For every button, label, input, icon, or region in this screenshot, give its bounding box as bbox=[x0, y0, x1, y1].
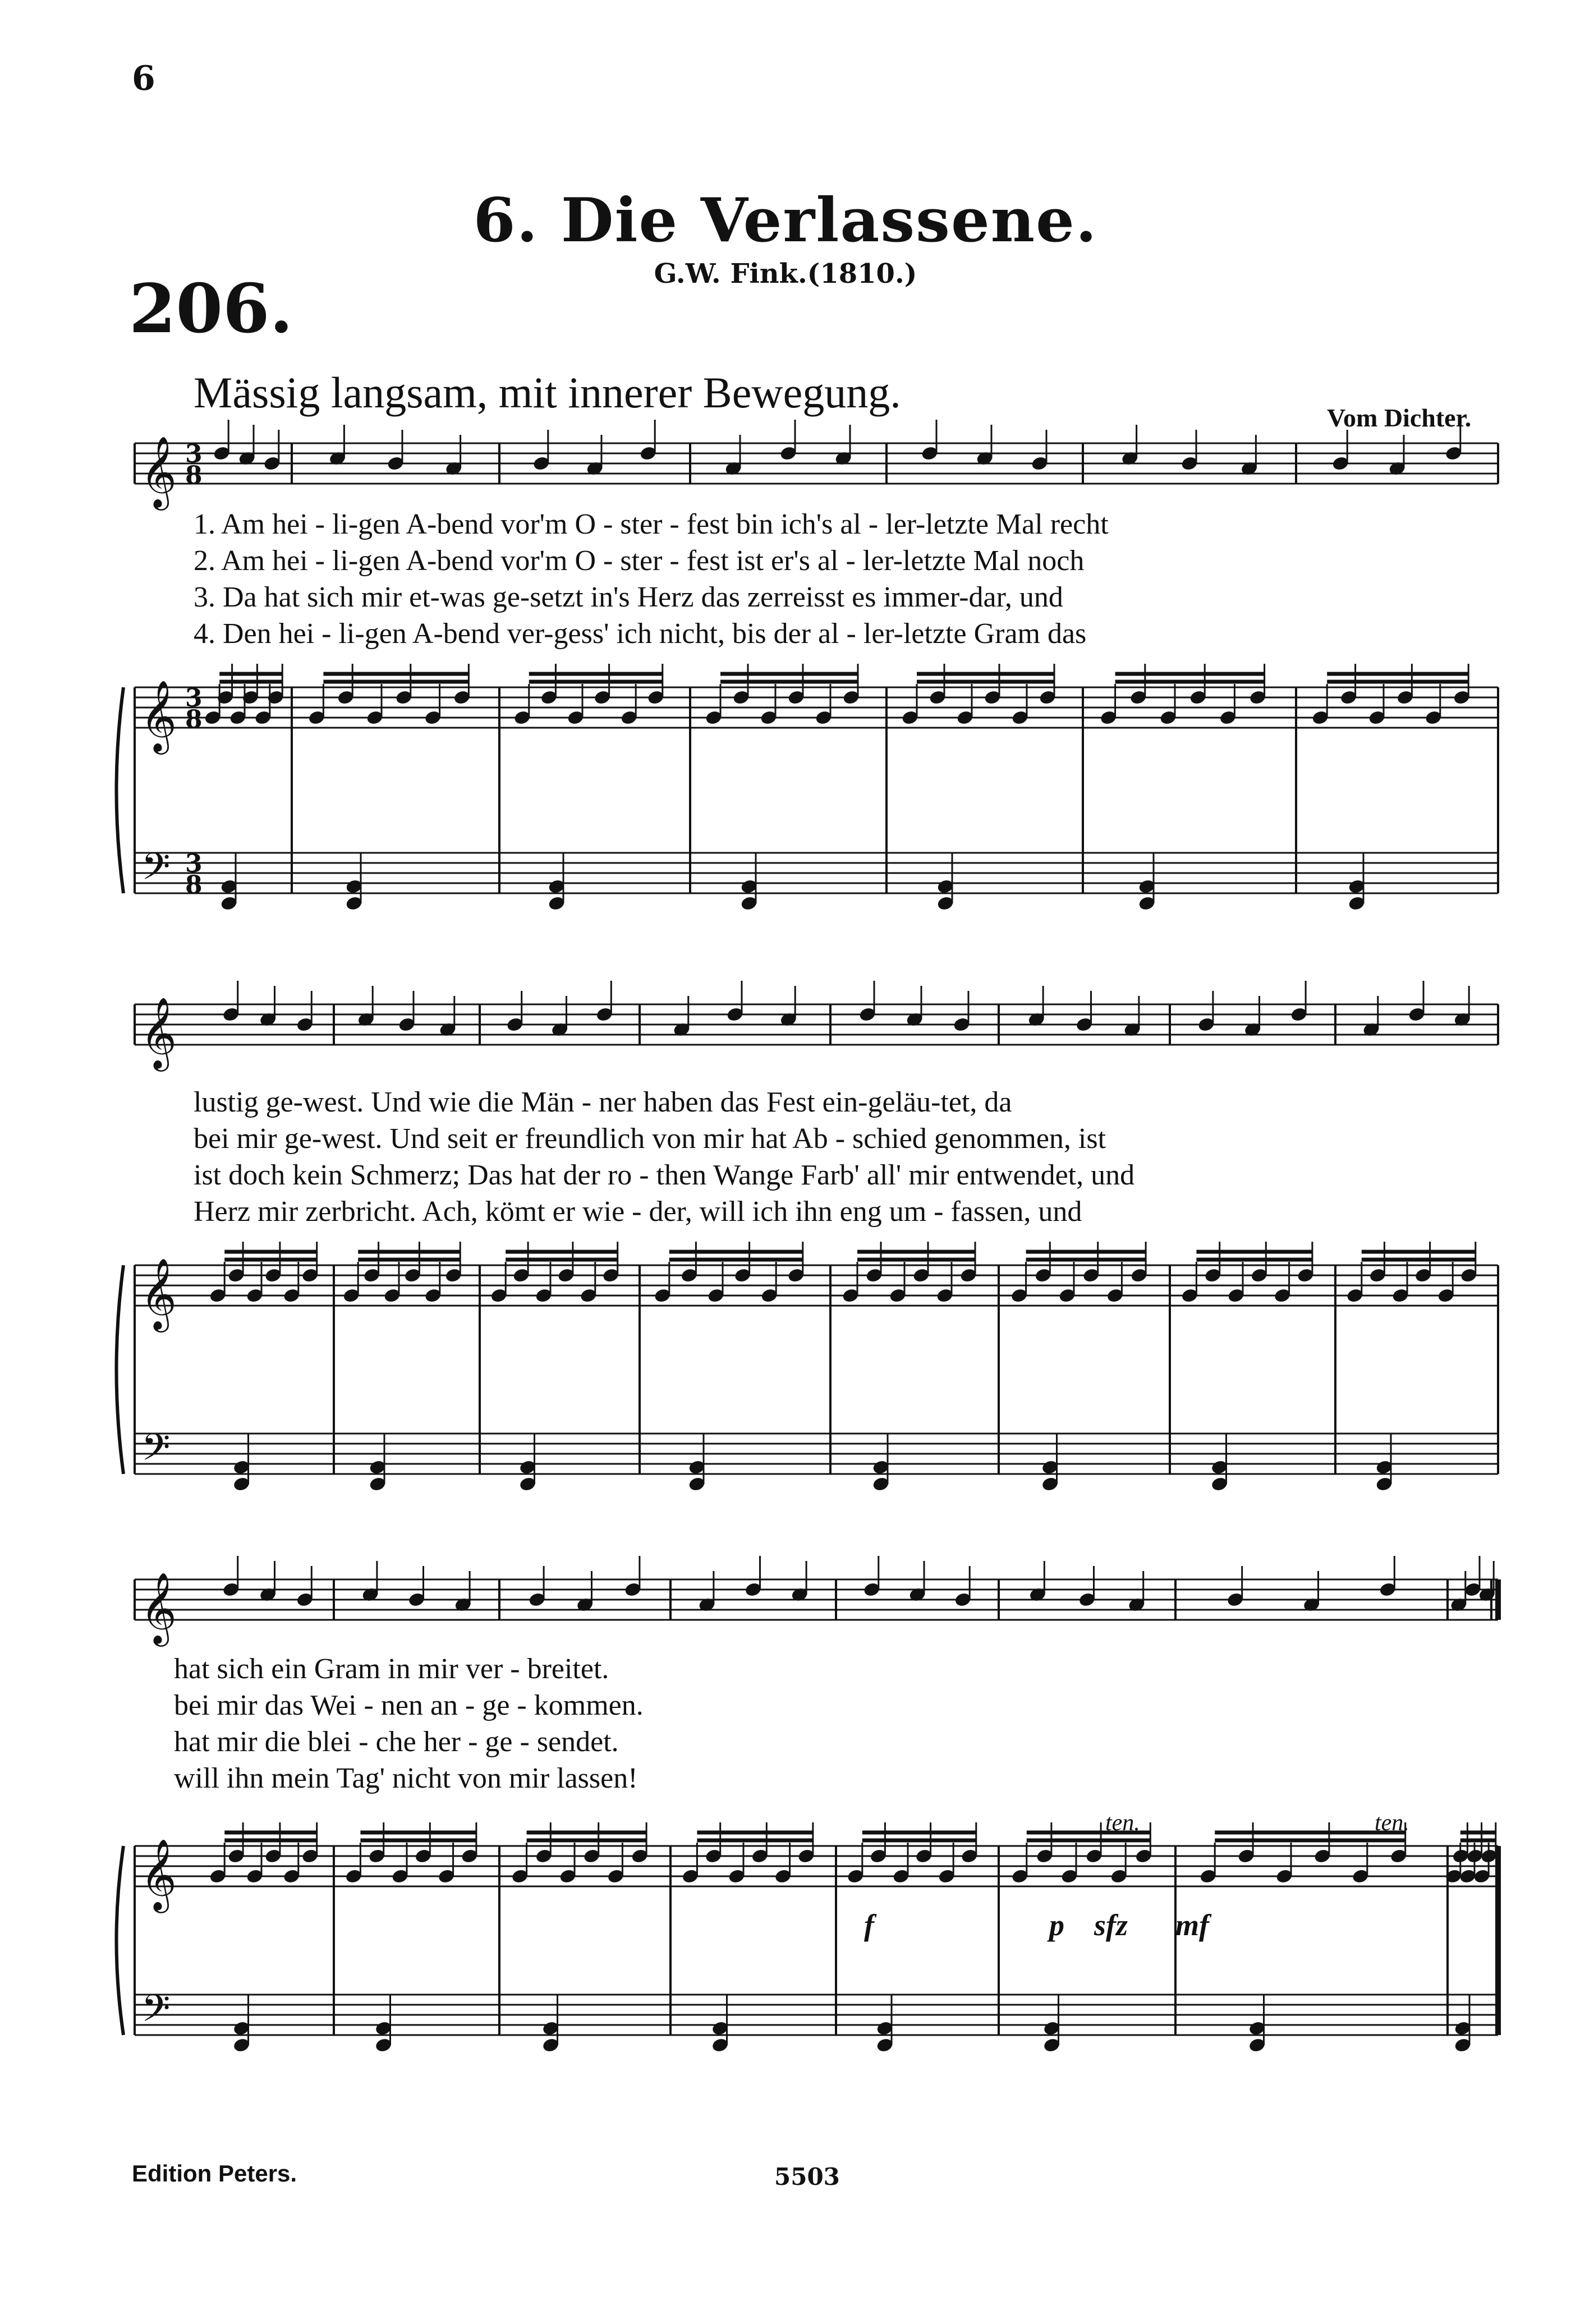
system2-verse3: ist doch kein Schmerz; Das hat der ro - then Wange Farb' all' mir entwendet, und bbox=[194, 1159, 1135, 1191]
system3-verse2: bei mir das Wei - nen an - ge - kommen. bbox=[174, 1689, 644, 1721]
page-number: 6 bbox=[132, 59, 155, 98]
dynamic-mf: mf bbox=[1175, 1908, 1209, 1942]
treble-clef: 𝄞 bbox=[140, 1257, 177, 1329]
time-signature-top: 3 bbox=[185, 440, 203, 469]
system1-verse2: 2. Am hei - li-gen A-bend vor'm O - ster - fest ist er's al - ler-letzte Mal noch bbox=[194, 545, 1085, 577]
time-signature-top: 3 bbox=[185, 849, 203, 878]
system3-verse4: will ihn mein Tag' nicht von mir lassen! bbox=[174, 1762, 638, 1794]
bass-clef: 𝄢 bbox=[141, 845, 171, 897]
tenuto-mark-2: ten. bbox=[1375, 1810, 1409, 1836]
time-signature-bottom: 8 bbox=[185, 461, 203, 490]
treble-clef: 𝄞 bbox=[140, 435, 177, 507]
publisher-label: Edition Peters. bbox=[132, 2160, 297, 2187]
bass-clef: 𝄢 bbox=[141, 1426, 171, 1478]
voice-staff bbox=[135, 1579, 1498, 1620]
poet-credit: Vom Dichter. bbox=[1327, 403, 1472, 432]
voice-staff bbox=[135, 1004, 1498, 1045]
piano-brace bbox=[117, 1265, 124, 1474]
system2-verse1: lustig ge-west. Und wie die Män - ner haben das Fest ein-geläu-tet, da bbox=[194, 1086, 1012, 1118]
plate-number: 5503 bbox=[774, 2163, 840, 2190]
treble-clef: 𝄞 bbox=[140, 996, 177, 1068]
song-title: 6. Die Verlassene. bbox=[473, 185, 1098, 256]
composer-credit: G.W. Fink.(1810.) bbox=[654, 258, 917, 290]
piano-brace bbox=[117, 1846, 124, 2035]
tenuto-mark-1: ten. bbox=[1105, 1810, 1140, 1836]
bass-clef: 𝄢 bbox=[141, 1987, 171, 2039]
dynamic-f: f bbox=[864, 1908, 874, 1942]
piano-left-staff bbox=[135, 1434, 1498, 1474]
system2-verse4: Herz mir zerbricht. Ach, kömt er wie - der, will ich ihn eng um - fassen, und bbox=[194, 1196, 1082, 1228]
system1-verse3: 3. Da hat sich mir et-was ge-setzt in's Herz das zerreisst es immer-dar, und bbox=[194, 581, 1063, 613]
treble-clef: 𝄞 bbox=[140, 679, 177, 751]
treble-clef: 𝄞 bbox=[140, 1572, 177, 1643]
system2-verse2: bei mir ge-west. Und seit er freundlich von mir hat Ab - schied genommen, ist bbox=[194, 1123, 1106, 1155]
piano-right-staff bbox=[135, 687, 1498, 728]
song-number: 206. bbox=[129, 269, 293, 348]
system1-verse4: 4. Den hei - li-gen A-bend ver-gess' ich nicht, bis der al - ler-letzte Gram das bbox=[194, 618, 1087, 650]
piano-brace bbox=[117, 687, 124, 893]
piano-left-staff bbox=[135, 853, 1498, 893]
system1-verse1: 1. Am hei - li-gen A-bend vor'm O - ster - fest bin ich's al - ler-letzte Mal recht bbox=[194, 508, 1109, 540]
time-signature-bottom: 8 bbox=[185, 871, 203, 899]
piano-right-staff bbox=[135, 1265, 1498, 1306]
treble-clef: 𝄞 bbox=[140, 1838, 177, 1910]
dynamic-p: p bbox=[1049, 1908, 1064, 1942]
system3-verse3: hat mir die blei - che her - ge - sendet. bbox=[174, 1726, 619, 1758]
dynamic-sfz: sfz bbox=[1094, 1908, 1128, 1942]
piano-left-staff bbox=[135, 1995, 1498, 2035]
time-signature-top: 3 bbox=[185, 684, 203, 713]
system3-verse1: hat sich ein Gram in mir ver - breitet. bbox=[174, 1653, 609, 1685]
time-signature-bottom: 8 bbox=[185, 705, 203, 734]
tempo-marking: Mässig langsam, mit innerer Bewegung. bbox=[194, 368, 901, 417]
piano-right-staff bbox=[135, 1846, 1498, 1886]
